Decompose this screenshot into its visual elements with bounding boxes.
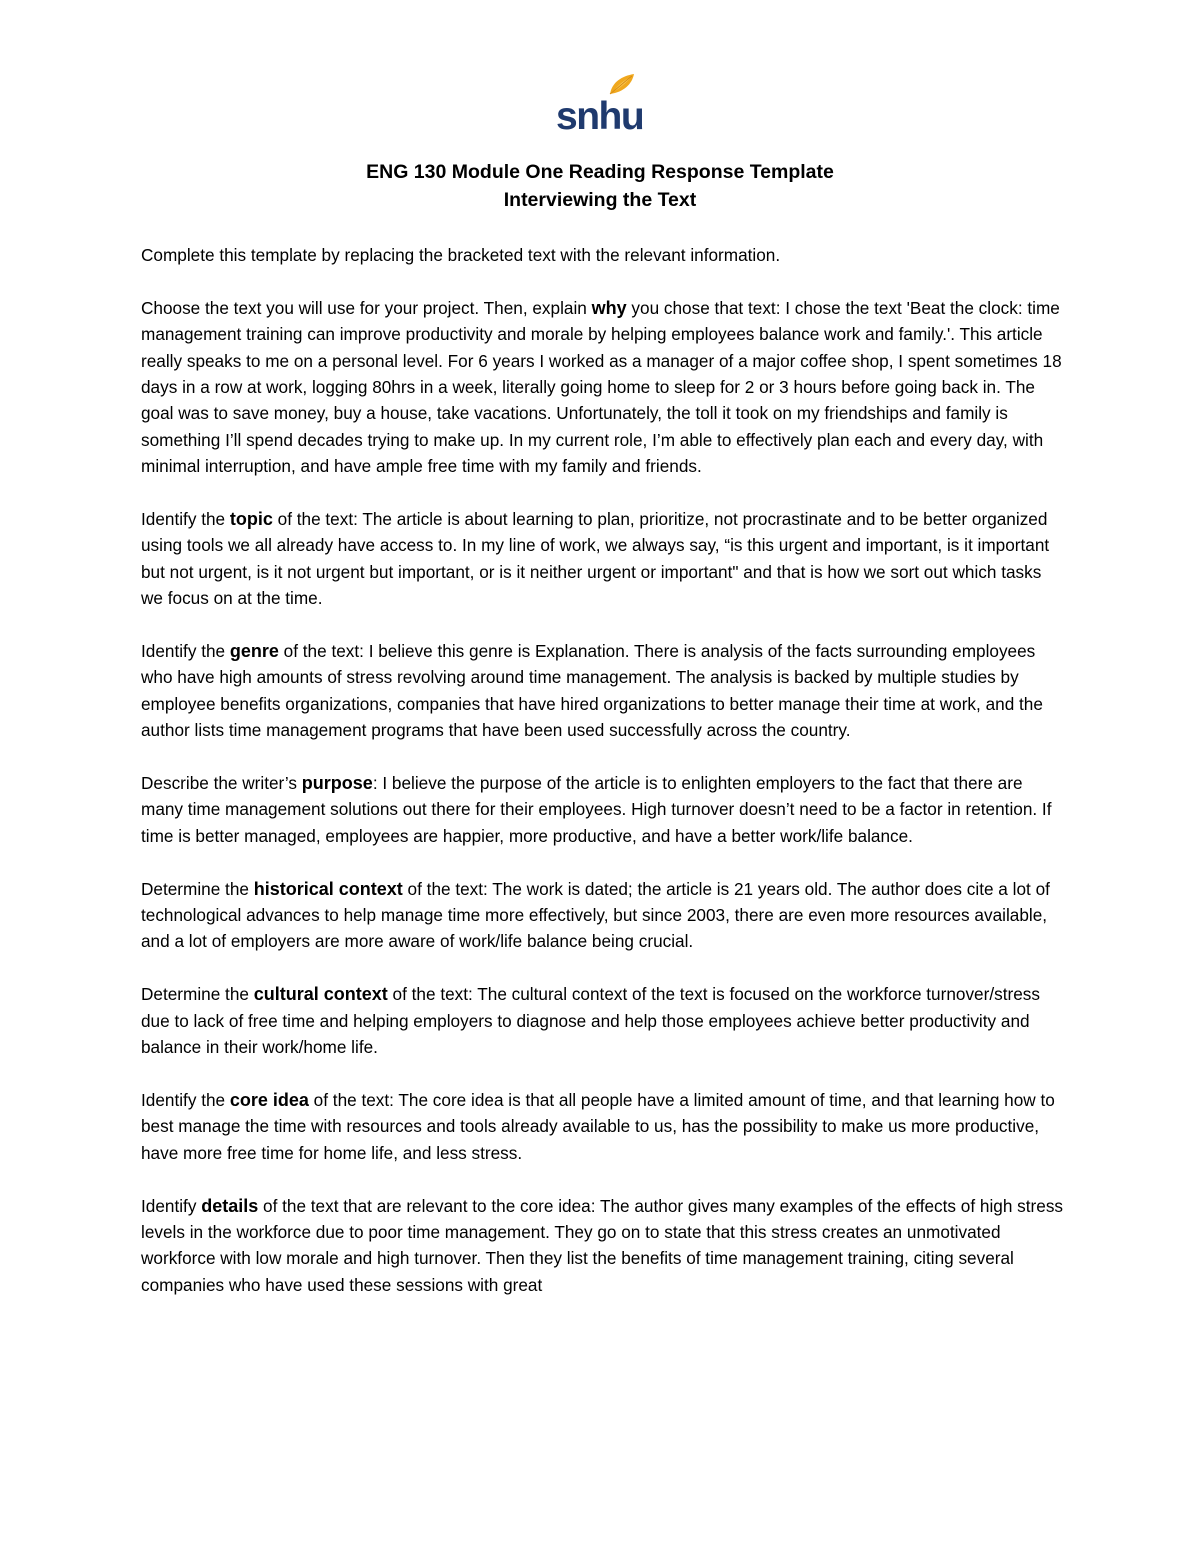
prompt-keyword: historical context bbox=[253, 878, 403, 899]
prompt-text: Identify bbox=[141, 1195, 202, 1216]
section-why bbox=[141, 295, 1066, 480]
prompt-keyword: core idea bbox=[229, 1089, 309, 1110]
section-cultural-context bbox=[141, 981, 1066, 1060]
answer-text: I believe the purpose of the article is to enlighten employers to the fact that there are many time management solutions out there for their employees. High turnover doesn’t need to be a factor in retention. If time is better managed, employees are happier, more productive, and have a better work/life balance. bbox=[141, 773, 1052, 846]
section-topic bbox=[141, 506, 1066, 612]
prompt-keyword: why bbox=[591, 297, 627, 318]
snhu-logo-text: snhu bbox=[556, 95, 644, 134]
leaf-icon bbox=[610, 74, 634, 94]
prompt-text: Determine the bbox=[141, 878, 254, 899]
prompt-keyword: genre bbox=[229, 641, 279, 662]
prompt-text: Identify the bbox=[141, 509, 230, 530]
document-title bbox=[0, 158, 1200, 214]
title-line-2: Interviewing the Text bbox=[503, 189, 697, 211]
snhu-logo bbox=[552, 72, 644, 134]
section-purpose bbox=[141, 770, 1066, 849]
prompt-keyword: cultural context bbox=[253, 984, 388, 1005]
prompt-text: of the text: bbox=[272, 509, 363, 530]
prompt-text: : bbox=[372, 773, 383, 794]
title-line-1: ENG 130 Module One Reading Response Template bbox=[366, 161, 834, 183]
prompt-text: of the text: bbox=[308, 1089, 399, 1110]
answer-text: I chose the text 'Beat the clock: time management training can improve productivity and morale by helping employees balance work and family.'. This article really speaks to me on a personal level. For 6 years I worked as a manager of a major coffee shop, I spent sometimes 18 days in a row at work, logging 80hrs in a week, literally going home to sleep for 2 or 3 hours before going back in. The goal was to save money, buy a house, take vacations. Unfortunately, the toll it took on my friendships and family is something I’ll spend decades trying to make up. In my current role, I’m able to effectively plan each and every day, with minimal interruption, and have ample free time with my family and friends. bbox=[141, 297, 1062, 477]
answer-text: The core idea is that all people have a limited amount of time, and that learning how to best manage the time with resources and tools already available to us, has the possibility to make us more productive, have more free time for home life, and less stress. bbox=[141, 1089, 1055, 1163]
section-genre bbox=[141, 638, 1066, 744]
answer-text: The article is about learning to plan, prioritize, not procrastinate and to be better organized using tools we all already have access to. In my line of work, we always say, “is this urgent and important, is it important but not urgent, is it not urgent but important, or is it neither urgent or important" and that is how we sort out which tasks we focus on at the time. bbox=[141, 509, 1050, 609]
section-historical-context bbox=[141, 876, 1066, 955]
answer-text: The cultural context of the text is focused on the workforce turnover/stress due to lack of free time and helping employers to diagnose and help those employees achieve better productivity and balance in their work/home life. bbox=[141, 984, 1040, 1058]
prompt-keyword: purpose bbox=[301, 773, 373, 794]
prompt-text: Choose the text you will use for your project. Then, explain bbox=[141, 297, 592, 318]
document-body bbox=[141, 242, 1066, 1325]
answer-text: The work is dated; the article is 21 years old. The author does cite a lot of technological advances to help manage time more effectively, but since 2003, there are even more resources available, and a lot of employers are more aware of work/life balance being crucial. bbox=[141, 878, 1050, 952]
prompt-text: of the text that are relevant to the core idea: bbox=[258, 1195, 600, 1216]
answer-text: I believe this genre is Explanation. There is analysis of the facts surrounding employees who have high amounts of stress revolving around time management. The analysis is backed by multiple studies by employee benefits organizations, companies that have hired organizations to better manage their time at work, and the author lists time management programs that have been used successfully across the country. bbox=[141, 641, 1043, 741]
prompt-keyword: details bbox=[201, 1195, 259, 1216]
prompt-text: you chose that text: bbox=[626, 297, 786, 318]
prompt-text: of the text: bbox=[278, 641, 369, 662]
prompt-text: Identify the bbox=[141, 1089, 230, 1110]
prompt-text: Describe the writer’s bbox=[141, 773, 302, 794]
prompt-text: Determine the bbox=[141, 984, 254, 1005]
instructions-paragraph: Complete this template by replacing the bracketed text with the relevant information. bbox=[141, 245, 781, 265]
answer-text: The author gives many examples of the effects of high stress levels in the workforce due to poor time management. They go on to state that this stress creates an unmotivated workforce with low morale and high turnover. Then they list the benefits of time management training, citing several companies who have used these sessions with great bbox=[141, 1195, 1064, 1295]
prompt-keyword: topic bbox=[229, 509, 273, 530]
section-core-idea bbox=[141, 1087, 1066, 1166]
prompt-text: of the text: bbox=[402, 878, 493, 899]
prompt-text: of the text: bbox=[387, 984, 478, 1005]
snhu-logo-graphic bbox=[552, 72, 644, 134]
prompt-text: Identify the bbox=[141, 641, 230, 662]
section-details bbox=[141, 1193, 1066, 1299]
